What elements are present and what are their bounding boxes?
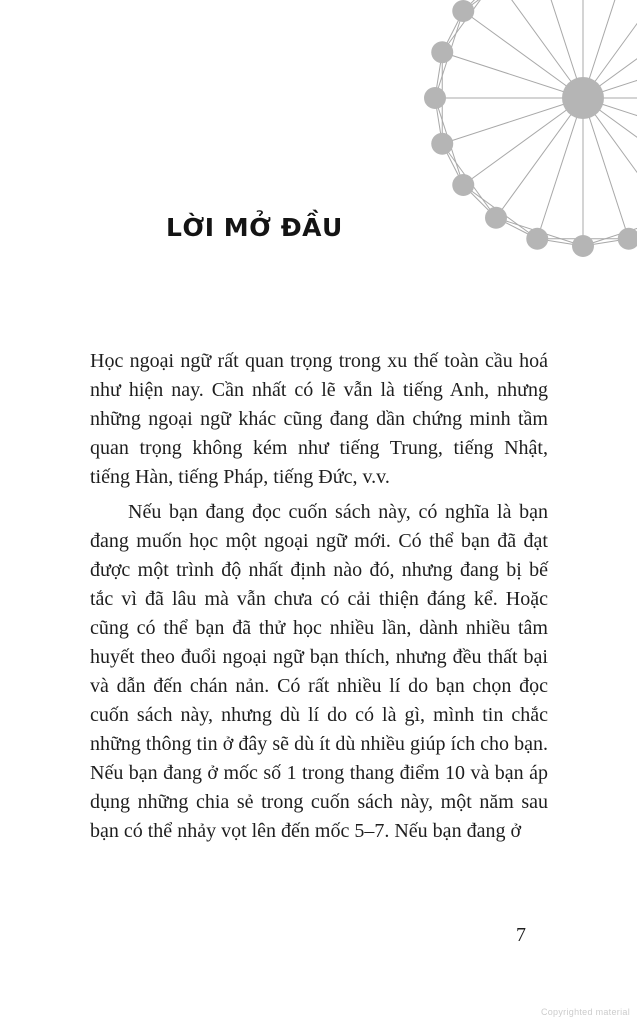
paragraph-2: Nếu bạn đang đọc cuốn sách này, có nghĩa là bạn đang muốn học một ngoại ngữ mới. Có thể bạn đã đạt được một trình độ nhất định nào đó, nhưng đang bị bế tắc vì đã lâu mà vẫn chưa có cải thiện đáng kể. Hoặc cũng có thể bạn đã thử học nhiều lần, dành nhiều tâm huyết theo đuổi ngoại ngữ bạn thích, nhưng đều thất bại và dẫn đến chán nản. Có rất nhiều lí do bạn chọn đọc cuốn sách này, nhưng dù lí do có là gì, mình tin chắc những thông tin ở đây sẽ dù ít dù nhiều giúp ích cho bạn. Nếu bạn đang ở mốc số 1 trong thang điểm 10 và bạn áp dụng những chia sẻ trong cuốn sách này, một năm sau bạn có thể nhảy vọt lên đến mốc 5–7. Nếu bạn đang ở — [90, 501, 548, 842]
network-wheel-decoration — [335, 0, 637, 272]
body-text — [90, 347, 548, 846]
page-number: 7 — [516, 924, 526, 946]
copyright-watermark: Copyrighted material — [540, 1007, 630, 1017]
network-wheel-graphic — [335, 0, 637, 272]
chapter-title: LỜI MỞ ĐẦU — [166, 213, 343, 242]
paragraph-1: Học ngoại ngữ rất quan trọng trong xu thế toàn cầu hoá như hiện nay. Cần nhất có lẽ vẫn là tiếng Anh, nhưng những ngoại ngữ khác cũng đang dần chứng minh tầm quan trọng không kém như tiếng Trung, tiếng Nhật, tiếng Hàn, tiếng Pháp, tiếng Đức, v.v. — [90, 350, 548, 488]
